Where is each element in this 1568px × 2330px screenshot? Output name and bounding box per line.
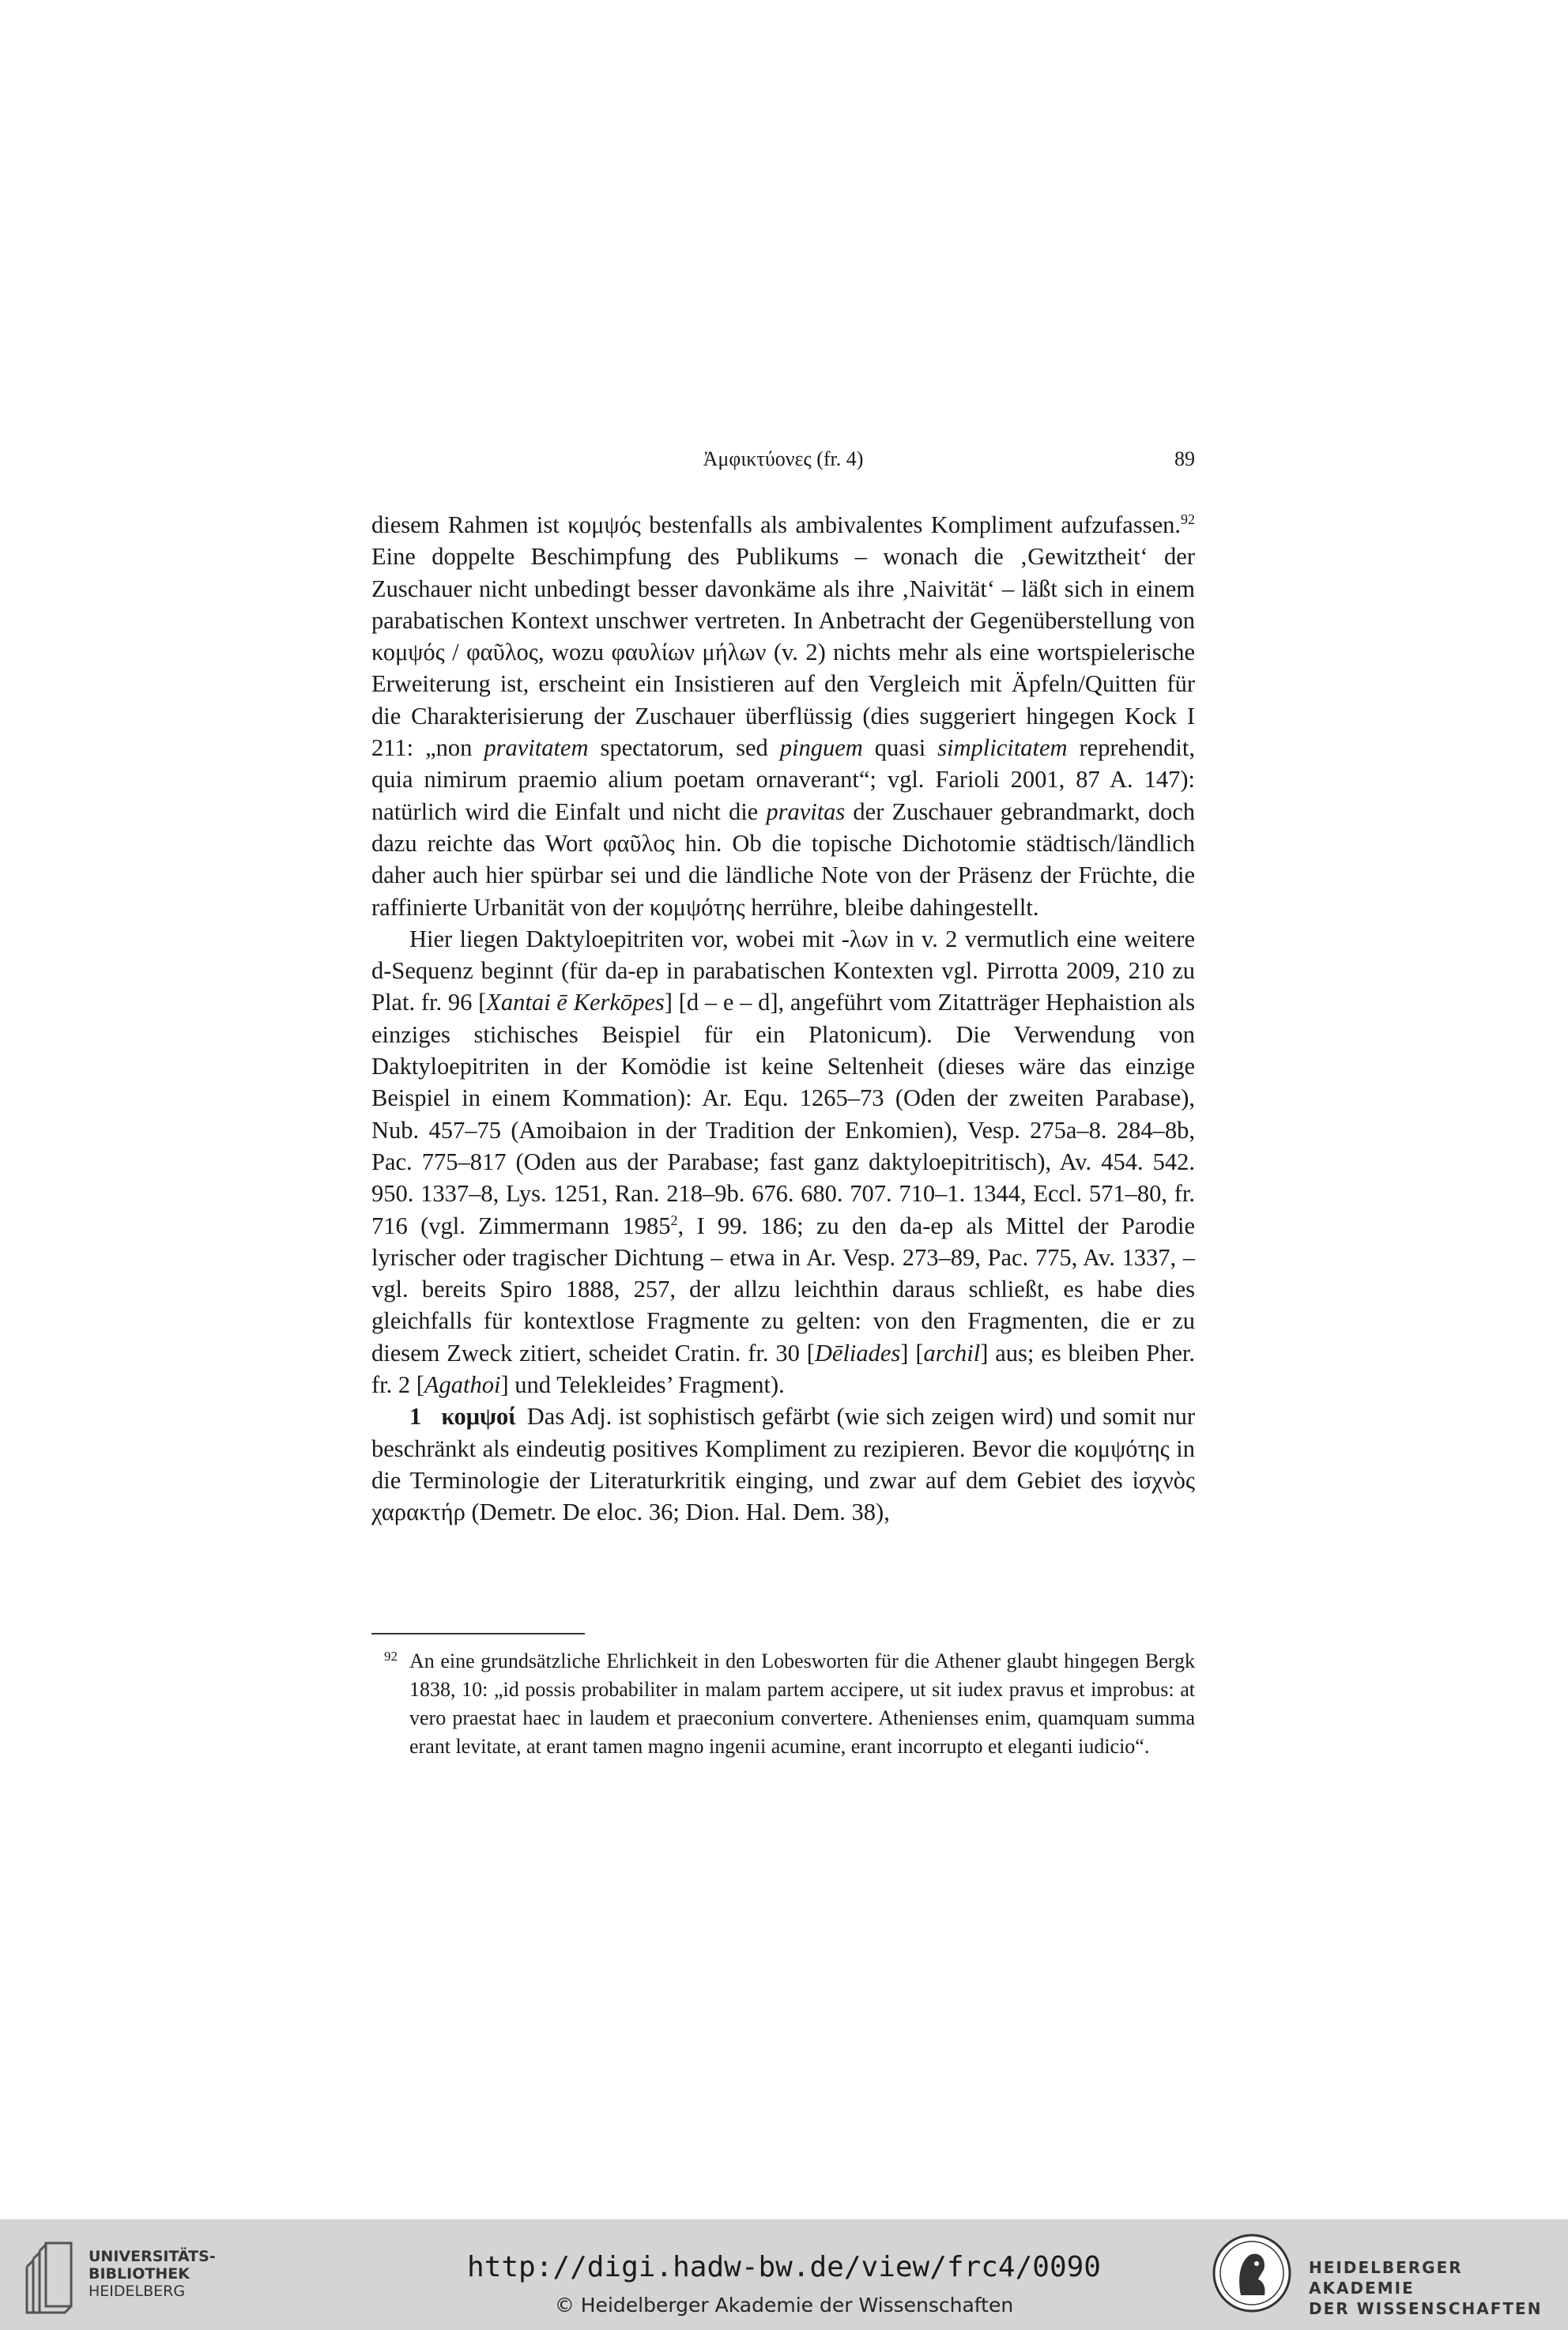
paragraph-2: Hier liegen Daktyloepitriten vor, wobei mit -λων in v. 2 vermutlich eine weitere d-Sequenz beginnt (für da-ep in parabatischen Kontexten vgl. Pirrotta 2009, 210 zu Plat. fr. 96 [Xantai ē Kerkōpes] [d – e – d], angeführt vom Zitatträger Hephaistion als einziges stichisches Beispiel für ein Platonicum). Die Verwendung von Daktyloepitriten in der Komödie ist keine Seltenheit (dieses wäre das einzige Beispiel in einem Kommation): Ar. Equ. 1265–73 (Oden der zweiten Parabase), Nub. 457–75 (Amoibaion in der Tradition der Enkomien), Vesp. 275a–8. 284–8b, Pac. 775–817 (Oden aus der Parabase; fast ganz daktyloepitritisch), Av. 454. 542. 950. 1337–8, Lys. 1251, Ran. 218–9b. 676. 680. 707. 710–1. 1344, Eccl. 571–80, fr. 716 (vgl. Zimmermann 1985$^2$, I 99. 186; zu den da-ep als Mittel der Parodie lyrischer oder tragischer Dichtung – etwa in Ar. Vesp. 273–89, Pac. 775, Av. 1337, – vgl. bereits Spiro 1888, 257, der allzu leichthin daraus schließt, es habe dies gleichfalls für kontextlose Fragmente zu gelten: von den Fragmenten, die er zu diesem Zweck zitiert, scheidet Cratin. fr. 30 [Dēliades] [archil] aus; es bleiben Pher. fr. 2 [Agathoi] und Telekleides’ Fragment). [371, 925, 1196, 1399]
paragraph-1: diesem Rahmen ist κομψός bestenfalls als ambivalentes Kompliment aufzufassen.$^{92}$ Eine doppelte Beschimpfung des Publikums – wonach die ‚Gewitztheit‘ der Zuschauer nicht unbedingt besser davonkäme als ihre ‚Naivität‘ – läßt sich in einem parabatischen Kontext unschwer vertreten. In Anbetracht der Gegenüberstellung von κομψός / φαῦλος, wozu φαυλίων μήλων (v. 2) nichts mehr als eine wortspielerische Erweiterung ist, erscheint ein Insistieren auf den Vergleich mit Äpfeln/Quitten für die Charakterisierung der Zuschauer überflüssig (dies suggeriert hingegen Kock I 211: „non pravitatem spectatorum, sed pinguem quasi simplicitatem reprehendit, quia nimirum praemio alium poetam ornaverant“; vgl. Farioli 2001, 87 A. 147): natürlich wird die Einfalt und nicht die pravitas der Zuschauer gebrandmarkt, doch dazu reichte das Wort φαῦλος hin. Ob die topische Dichotomie städtisch/ländlich daher auch hier spürbar sei und die ländliche Note von der Präsenz der Früchte, die raffinierte Urbanität von der κομψότης herrühre, bleibe dahingestellt. [371, 511, 1195, 921]
footnote-92 [384, 1647, 1195, 1761]
footer-bar [0, 2219, 1568, 2330]
university-library-logo-text: UNIVERSITÄTS- BIBLIOTHEK HEIDELBERG [89, 2248, 216, 2300]
running-head [371, 447, 1195, 479]
source-url-link[interactable]: http://digi.hadw-bw.de/view/frc4/0090 [467, 2251, 1101, 2283]
footnotes [384, 1647, 1195, 1761]
footnote-ref-92[interactable]: 92 [1181, 511, 1195, 527]
footnote-divider [371, 1633, 585, 1634]
main-text [371, 509, 1195, 1529]
lemma-line-number: 1 [409, 1403, 422, 1431]
running-head-title: Ἀμφικτύονες (fr. 4) [703, 447, 864, 470]
page-number: 89 [1174, 447, 1195, 470]
academy-logo-text: HEIDELBERGER AKADEMIE DER WISSENSCHAFTEN [1309, 2258, 1543, 2318]
footnote-number: 92 [384, 1649, 398, 1664]
academy-seal-icon [1211, 2232, 1293, 2314]
lemma-word: κομψοί [441, 1403, 516, 1431]
copyright-notice: © Heidelberger Akademie der Wissenschaften [554, 2294, 1014, 2317]
paragraph-3-lemma: 1 κομψοί Das Adj. ist sophistisch gefärbt (wie sich zeigen wird) und somit nur beschränkt als eindeutig positives Kompliment zu rezipieren. Bevor die κομψότης in die Terminologie der Literaturkritik einging, und zwar auf dem Gebiet des ἰσχνὸς χαρακτήρ (Demetr. De eloc. 36; Dion. Hal. Dem. 38), [371, 1403, 1196, 1526]
footnote-text: An eine grundsätzliche Ehrlichkeit in den Lobesworten für die Athener glaubt hingegen Bergk 1838, 10: „id possis probabiliter in malam partem accipere, ut sit iudex pravus et improbus: at vero praestat haec in laudem et praeconium convertere. Athenienses enim, quamquam summa erant levitate, at erant tamen magno ingenii acumine, erant incorrupto et eleganti iudicio“. [409, 1649, 1195, 1758]
